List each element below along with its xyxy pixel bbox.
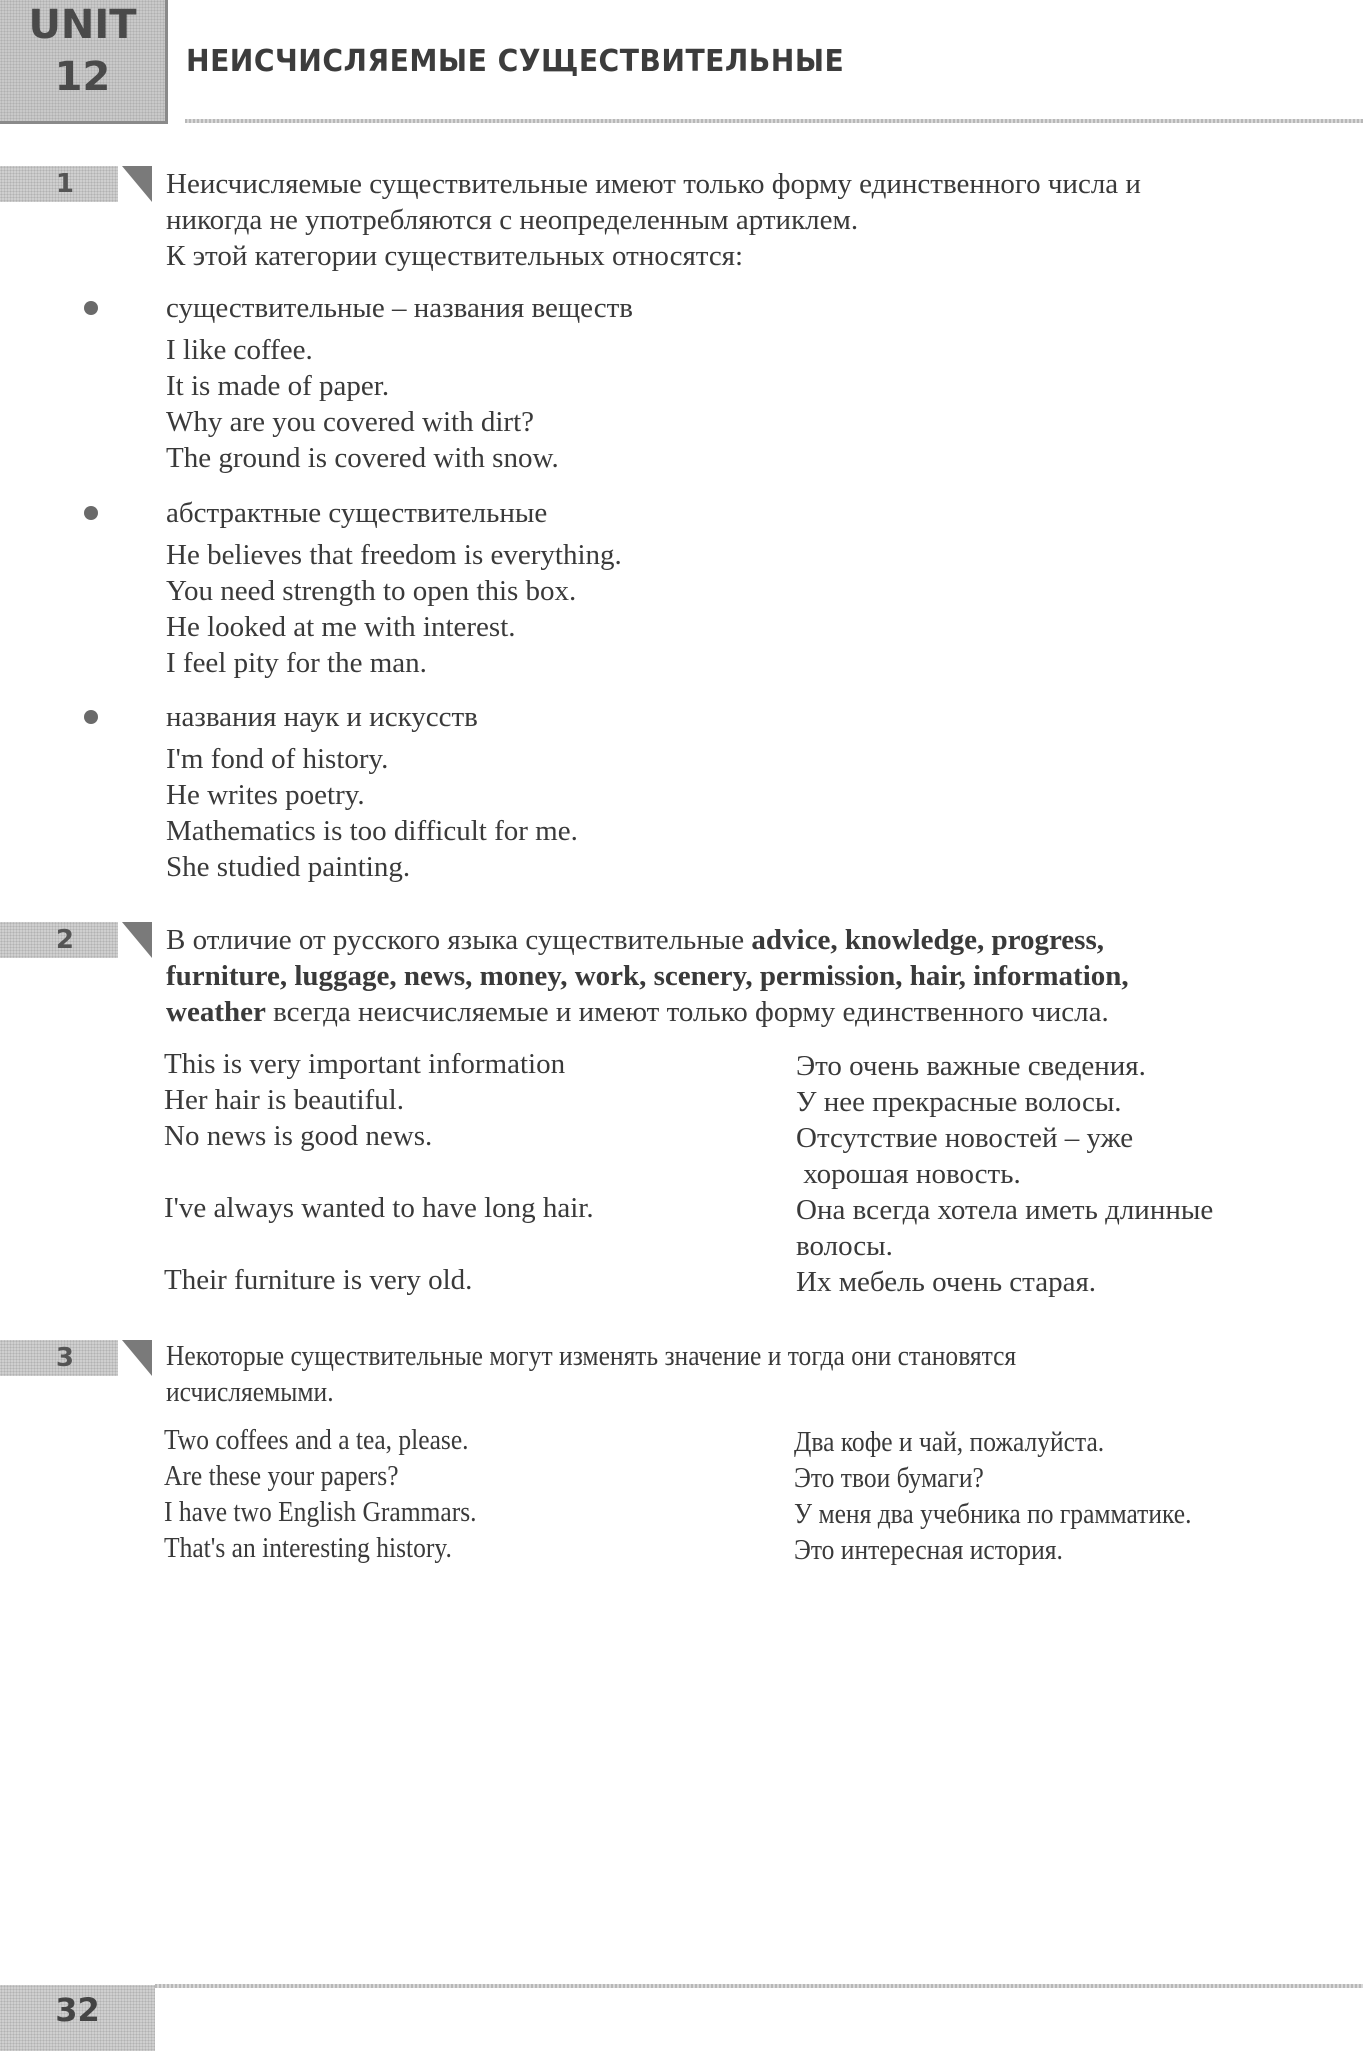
group-substances [166,290,633,476]
spacer [164,1226,594,1262]
page-title: НЕИСЧИСЛЯЕМЫЕ СУЩЕСТВИТЕЛЬНЫЕ [186,44,845,79]
example-line: Mathematics is too difficult for me. [166,815,578,847]
russian-translation: Она всегда хотела иметь длинные [796,1194,1214,1226]
example-line: Why are you covered with dirt? [166,406,534,438]
section-3-intro [166,1338,1132,1410]
section-marker-3 [0,1340,155,1376]
section-bar [0,922,118,958]
russian-translation: Их мебель очень старая. [796,1266,1097,1298]
intro-line: исчисляемыми. [166,1376,334,1408]
english-example: Their furniture is very old. [164,1264,473,1296]
english-example: No news is good news. [164,1120,433,1152]
russian-translation: Это интересная история. [794,1534,1063,1566]
section-number: 1 [55,169,74,199]
example-line: He believes that freedom is everything. [166,539,622,571]
russian-translation: У меня два учебника по грамматике. [794,1498,1192,1530]
intro-line [166,922,1129,958]
group-heading: абстрактные существительные [166,497,548,529]
english-example: I have two English Grammars. [164,1496,477,1528]
russian-translation: хорошая новость. [796,1158,1021,1190]
english-example: Her hair is beautiful. [164,1084,404,1116]
group-heading: названия наук и искусств [166,701,478,733]
intro-line: никогда не употребляются с неопределенным артиклем. [166,204,859,236]
section-3-russian-column [794,1424,1191,1568]
section-triangle-icon [122,922,152,958]
example-line: He looked at me with interest. [166,611,516,643]
section-number: 3 [55,1343,74,1373]
english-example: This is very important information [164,1048,566,1080]
section-triangle-icon [122,1340,152,1376]
example-line: You need strength to open this box. [166,575,577,607]
page-number-badge [0,1985,155,2051]
section-2-intro [166,922,1129,1030]
section-1-intro [166,166,1141,274]
bullet-icon [84,301,98,315]
example-line: I'm fond of history. [166,743,389,775]
intro-line [166,958,1129,994]
group-abstract [166,495,622,681]
section-number: 2 [55,925,74,955]
group-sciences-arts [166,699,578,885]
group-heading: существительные – названия веществ [166,292,634,324]
example-line: The ground is covered with snow. [166,442,559,474]
intro-line: К этой категории существительных относятся: [166,240,744,272]
example-line: He writes poetry. [166,779,365,811]
russian-translation: Отсутствие новостей – уже [796,1122,1134,1154]
section-triangle-icon [122,166,152,202]
intro-line: Неисчисляемые существительные имеют только форму единственного числа и [166,168,1141,200]
intro-keywords: advice, knowledge, progress, [751,924,1104,956]
intro-keywords: weather [166,996,266,1028]
unit-badge [0,0,168,124]
intro-text: В отличие от русского языка существительные [166,924,752,956]
section-bar [0,166,118,202]
section-bar [0,1340,118,1376]
russian-translation: Это твои бумаги? [794,1462,984,1494]
section-marker-2 [0,922,155,958]
section-2-english-column [164,1046,594,1298]
bullet-icon [84,710,98,724]
english-example: That's an interesting history. [164,1532,452,1564]
example-line: She studied painting. [166,851,411,883]
footer-divider [155,1984,1363,1988]
russian-translation: волосы. [796,1230,893,1262]
russian-translation: Два кофе и чай, пожалуйста. [794,1426,1105,1458]
section-3-english-column [164,1422,477,1566]
section-2-russian-column [796,1048,1213,1300]
bullet-icon [84,506,98,520]
section-marker-1 [0,166,155,202]
header-divider [185,119,1363,123]
example-line: I feel pity for the man. [166,647,427,679]
intro-keywords: furniture, luggage, news, money, work, scenery, permission, hair, information, [166,960,1129,992]
example-line: It is made of paper. [166,370,390,402]
intro-line: Некоторые существительные могут изменять значение и тогда они становятся [166,1340,1017,1372]
intro-line [166,994,1129,1030]
english-example: I've always wanted to have long hair. [164,1192,594,1224]
page-number: 32 [55,1991,100,2029]
unit-number: 12 [54,54,111,100]
english-example: Two coffees and a tea, please. [164,1424,469,1456]
russian-translation: Это очень важные сведения. [796,1050,1146,1082]
spacer [164,1154,594,1190]
example-line: I like coffee. [166,334,313,366]
unit-label: UNIT [28,2,137,48]
russian-translation: У нее прекрасные волосы. [796,1086,1122,1118]
english-example: Are these your papers? [164,1460,399,1492]
intro-text: всегда неисчисляемые и имеют только форму единственного числа. [265,996,1109,1028]
